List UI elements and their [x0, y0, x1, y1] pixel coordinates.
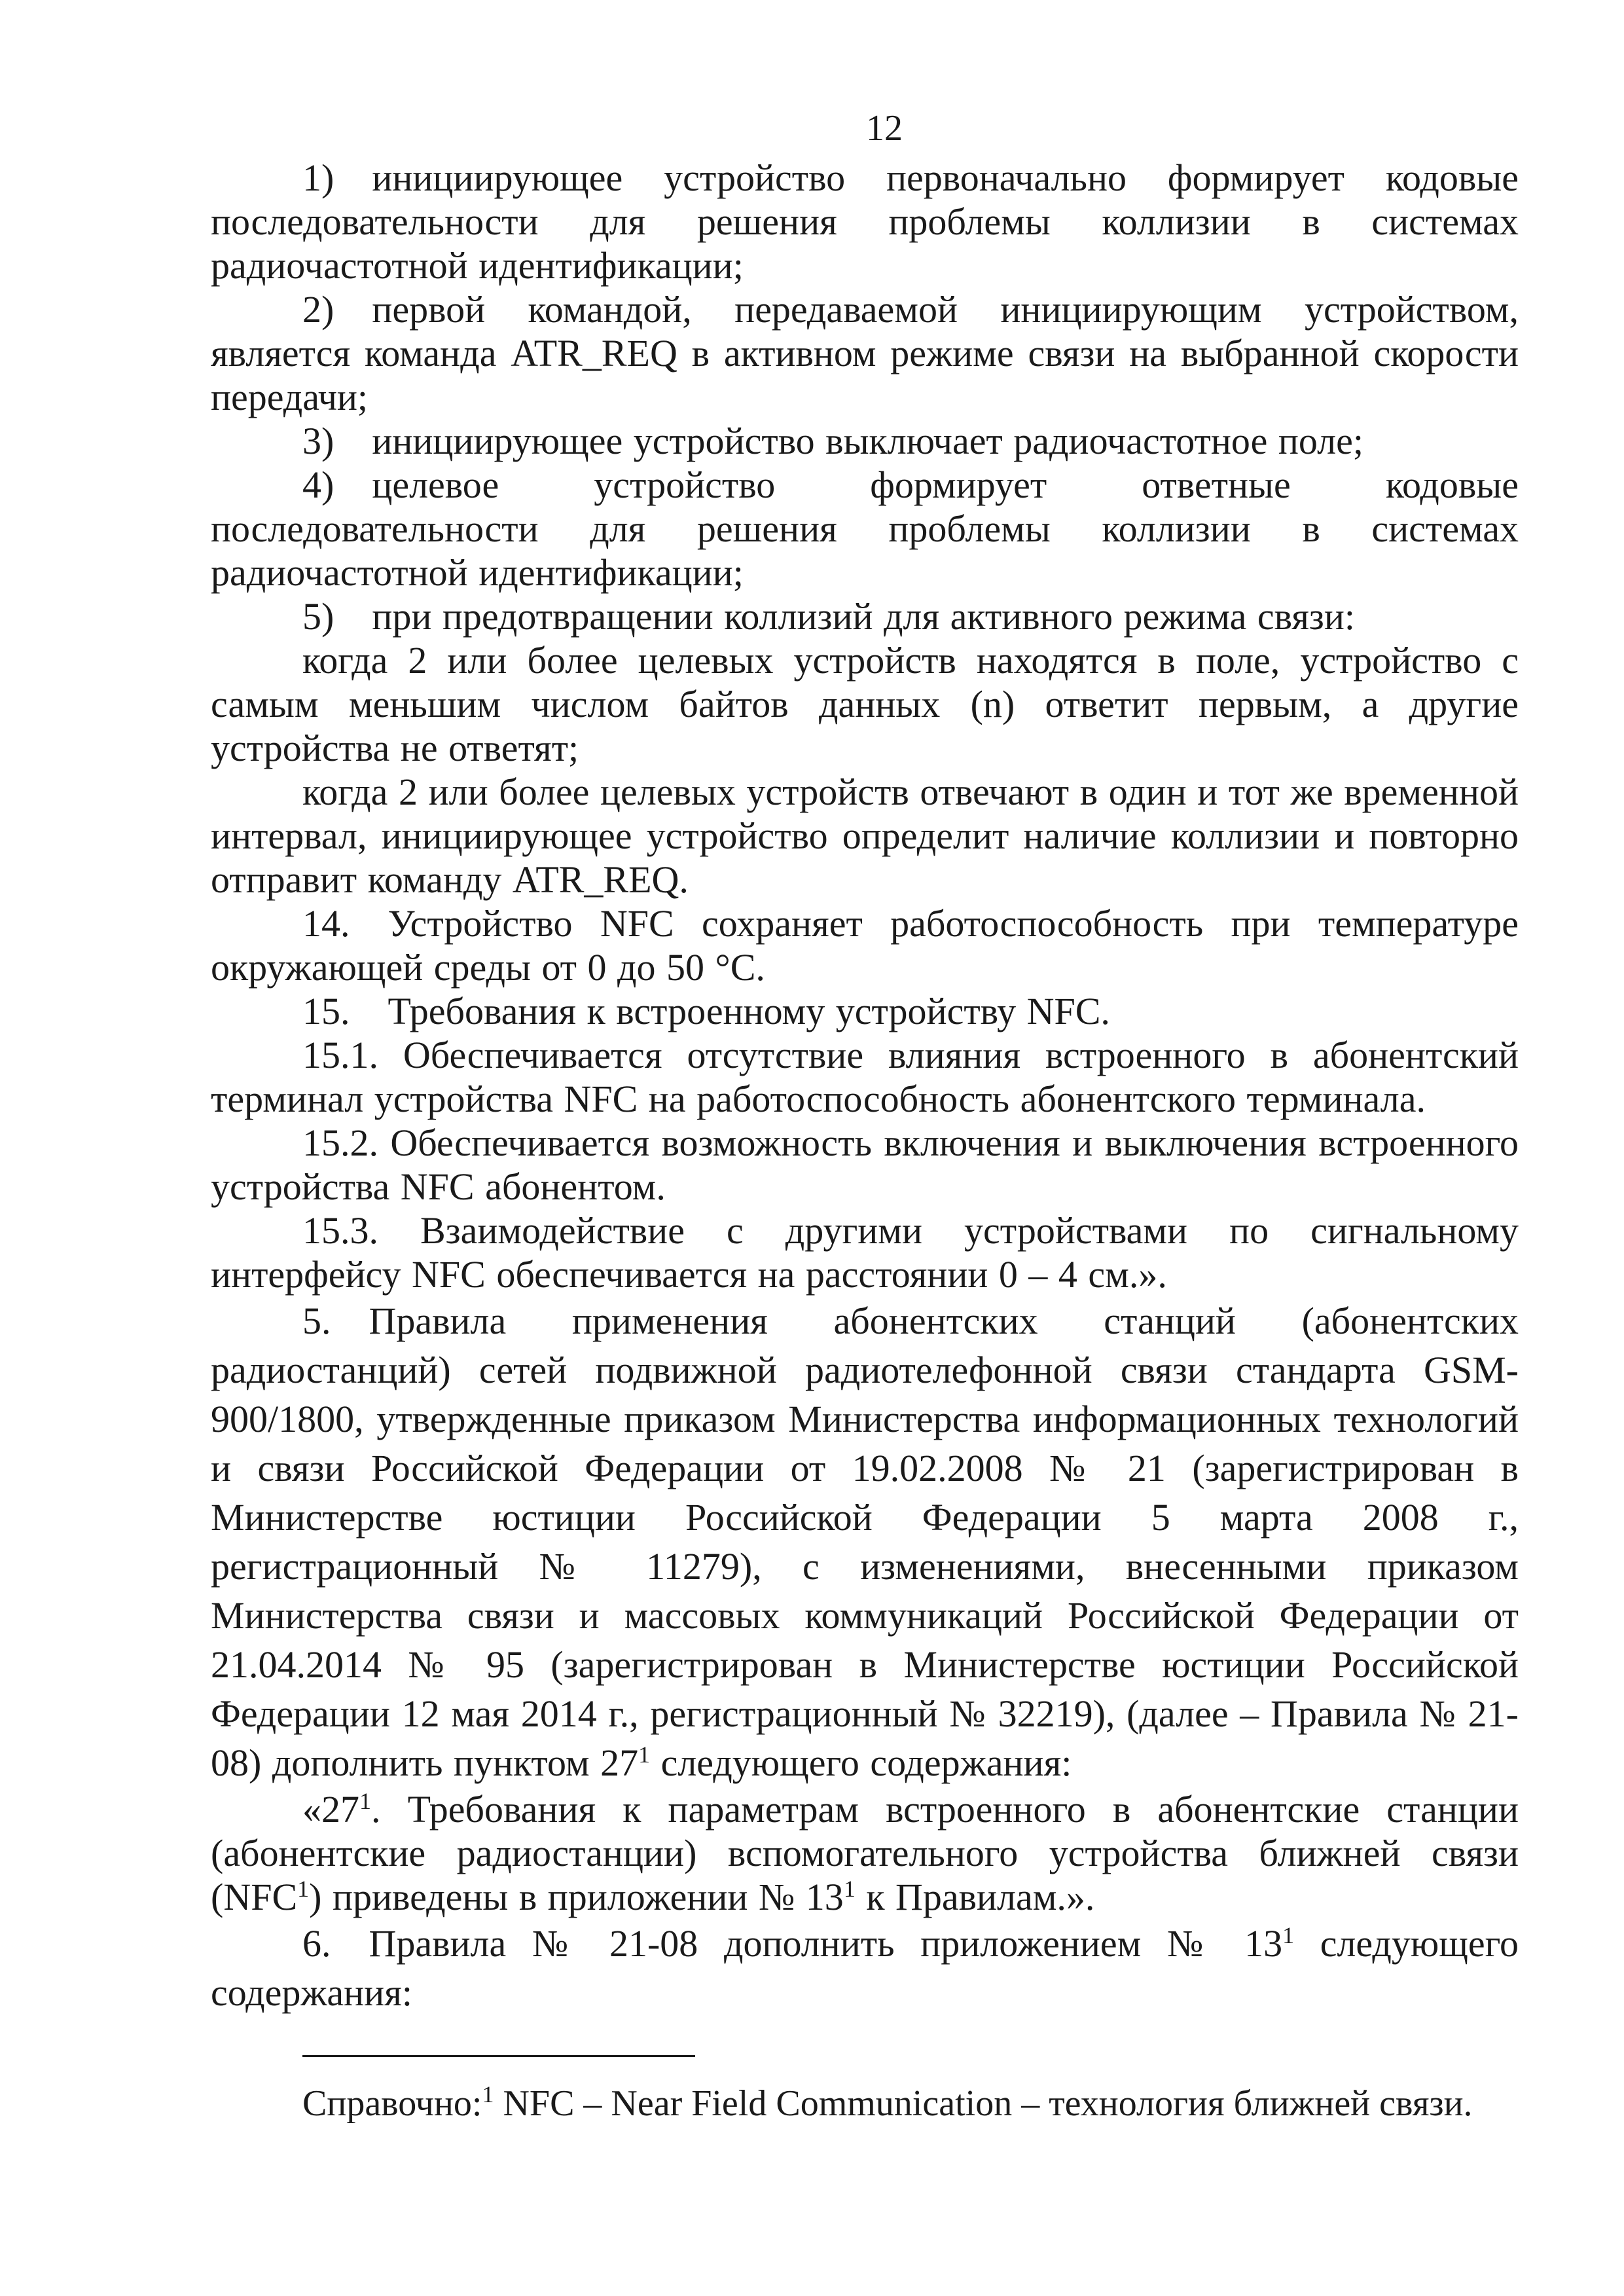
- footnote-superscript: 1: [482, 2081, 494, 2107]
- list-item-5: 5) при предотвращении коллизий для активного режима связи:: [302, 595, 1355, 638]
- list-item-4: 4) целевое устройство формирует ответные кодовые последовательности для решения проблемы коллизии в системах радиочастотной идентификации;: [211, 464, 1519, 594]
- quote-superscript-3: 1: [843, 1876, 856, 1902]
- clause-5: [211, 1296, 1519, 1787]
- page-number: 12: [866, 108, 903, 149]
- quote-part-c: ) приведены в приложении № 13: [309, 1876, 844, 1918]
- clause-6-part-a: 6. Правила № 21-08 дополнить приложением № 13: [302, 1922, 1283, 1965]
- list-item-1: 1) инициирующее устройство первоначально формирует кодовые последовательности для решения проблемы коллизии в системах радиочастотной идентификации;: [211, 156, 1519, 287]
- collision-case-2: когда 2 или более целевых устройств отвечают в один и тот же временной интервал, инициирующее устройство определит наличие коллизии и повторно отправит команду ATR_REQ.: [211, 771, 1519, 901]
- quote-part-d: к Правилам.».: [855, 1876, 1095, 1918]
- clause-6-superscript: 1: [1282, 1922, 1295, 1948]
- quote-part-a: «27: [302, 1788, 359, 1831]
- clause-5-body: 5. Правила применения абонентских станций (абонентских радиостанций) сетей подвижной радиотелефонной связи стандарта GSM-900/1800, утвержденные приказом Министерства информационных технологий и связи Российской Федерации от 19.02.2008 № 21 (зарегистрирован в Министерстве юстиции Российской Федерации 5 марта 2008 г., регистрационный № 11279), с изменениями, внесенными приказом Министерства связи и массовых коммуникаций Российской Федерации от 21.04.2014 № 95 (зарегистрирован в Министерстве юстиции Российской Федерации 12 мая 2014 г., регистрационный № 32219), (далее – Правила № 21-08) дополнить пунктом 27: [211, 1300, 1519, 1784]
- list-item-3: 3) инициирующее устройство выключает радиочастотное поле;: [302, 420, 1363, 462]
- quote-superscript-2: 1: [297, 1876, 310, 1902]
- footnote: [211, 2082, 1519, 2125]
- collision-case-1: когда 2 или более целевых устройств находятся в поле, устройство с самым меньшим числом байтов данных (n) ответит первым, а другие устройства не ответят;: [211, 639, 1519, 769]
- clause-15-2: 15.2. Обеспечивается возможность включения и выключения встроенного устройства NFC абонентом.: [211, 1121, 1519, 1208]
- footnote-label: Справочно:: [302, 2083, 482, 2124]
- clause-14: 14. Устройство NFC сохраняет работоспособность при температуре окружающей среды от 0 до 50 °С.: [211, 902, 1519, 989]
- footnote-text: NFC – Near Field Communication – технология ближней связи.: [494, 2083, 1473, 2124]
- clause-5-superscript: 1: [638, 1741, 651, 1768]
- document-page: [211, 105, 1519, 2125]
- footnote-divider: [302, 2055, 695, 2057]
- list-item-2: 2) первой командой, передаваемой инициирующим устройством, является команда ATR_REQ в активном режиме связи на выбранной скорости передачи;: [211, 288, 1519, 418]
- clause-15-1: 15.1. Обеспечивается отсутствие влияния встроенного в абонентский терминал устройства NFC на работоспособность абонентского терминала.: [211, 1034, 1519, 1120]
- clause-6: [211, 1919, 1519, 2017]
- clause-6-part-b: следующего содержания:: [211, 1922, 1519, 2014]
- clause-15: 15. Требования к встроенному устройству NFC.: [302, 990, 1110, 1032]
- quoted-clause-27-1: [211, 1787, 1519, 1919]
- quote-superscript-1: 1: [359, 1788, 371, 1814]
- clause-15-3: 15.3. Взаимодействие с другими устройствами по сигнальному интерфейсу NFC обеспечивается на расстоянии 0 – 4 см.».: [211, 1209, 1519, 1296]
- clause-5-tail: следующего содержания:: [650, 1741, 1072, 1784]
- quote-part-b: . Требования к параметрам встроенного в абонентские станции (абонентские радиостанции) вспомогательного устройства ближней связи (NFC: [211, 1788, 1519, 1918]
